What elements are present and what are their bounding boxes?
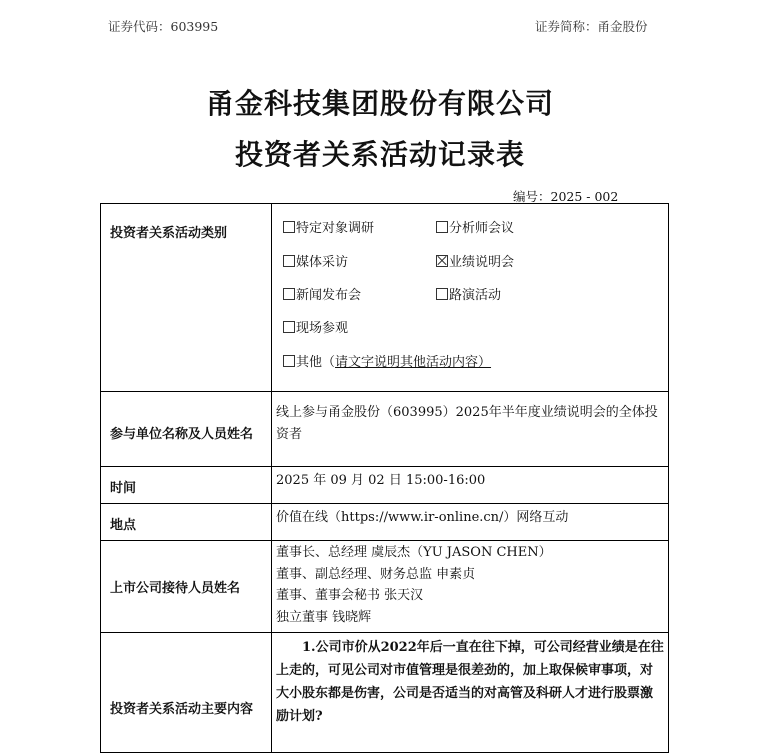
activity-type-options [272,204,669,392]
row-main-content [101,633,669,753]
other-description: 请文字说明其他活动内容） [335,355,492,370]
form-title: 投资者关系活动记录表 [234,138,525,171]
record-table [100,203,669,753]
reception-person: 董事、副总经理、财务总监 申素贞 [276,566,476,582]
checkbox-icon[interactable] [283,321,295,333]
row-activity-type [101,204,669,392]
main-content-label: 投资者关系活动主要内容 [101,633,272,753]
checkbox-checked-icon[interactable] [436,255,448,267]
option-earnings-briefing[interactable]: 业绩说明会 [436,255,514,271]
reception-label: 上市公司接待人员姓名 [101,541,272,633]
checkbox-icon[interactable] [283,255,295,267]
company-title: 甬金科技集团股份有限公司 [205,87,554,120]
row-location [101,504,669,541]
time-value: 2025 年 09 月 02 日 15:00-16:00 [272,467,669,504]
checkbox-icon[interactable] [283,355,295,367]
checkbox-icon[interactable] [283,288,295,300]
row-reception [101,541,669,633]
option-press-conference[interactable]: 新闻发布会 [283,288,361,304]
option-specific-research[interactable]: 特定对象调研 [283,221,374,237]
document-number: 编号：2025 - 002 [513,189,619,204]
option-site-visit[interactable]: 现场参观 [283,321,348,337]
location-value: 价值在线（https://www.ir-online.cn/）网络互动 [272,504,669,541]
reception-person: 董事长、总经理 虞辰杰（YU JASON CHEN） [276,545,552,560]
option-other[interactable]: 其他（请文字说明其他活动内容） [283,355,491,371]
reception-person: 独立董事 钱晓辉 [276,609,372,625]
main-content-text [272,633,669,753]
option-roadshow[interactable]: 路演活动 [436,288,501,304]
reception-person: 董事、董事会秘书 张天汉 [276,588,424,603]
participants-value: 线上参与甬金股份（603995）2025年半年度业绩说明会的全体投资者 [272,392,669,467]
checkbox-icon[interactable] [436,288,448,300]
option-media-interview[interactable]: 媒体采访 [283,255,348,271]
stock-abbreviation: 证券简称：甬金股份 [535,19,648,34]
checkbox-icon[interactable] [436,221,448,233]
checkbox-icon[interactable] [283,221,295,233]
stock-code: 证券代码：603995 [108,19,219,34]
time-label: 时间 [101,467,272,504]
participants-label: 参与单位名称及人员姓名 [101,392,272,467]
row-time [101,467,669,504]
activity-type-label: 投资者关系活动类别 [101,204,272,392]
option-analyst-meeting[interactable]: 分析师会议 [436,221,514,237]
row-participants [101,392,669,467]
location-label: 地点 [101,504,272,541]
question-text: 1.公司市价从2022年后一直在往下掉，可公司经营业绩是在往上走的，可见公司对市值管理是很差劲的，加上取保候审事项，对大小股东都是伤害，公司是否适当的对高管及科研人才进行股票激励计划? [276,640,664,724]
reception-people [272,541,669,633]
